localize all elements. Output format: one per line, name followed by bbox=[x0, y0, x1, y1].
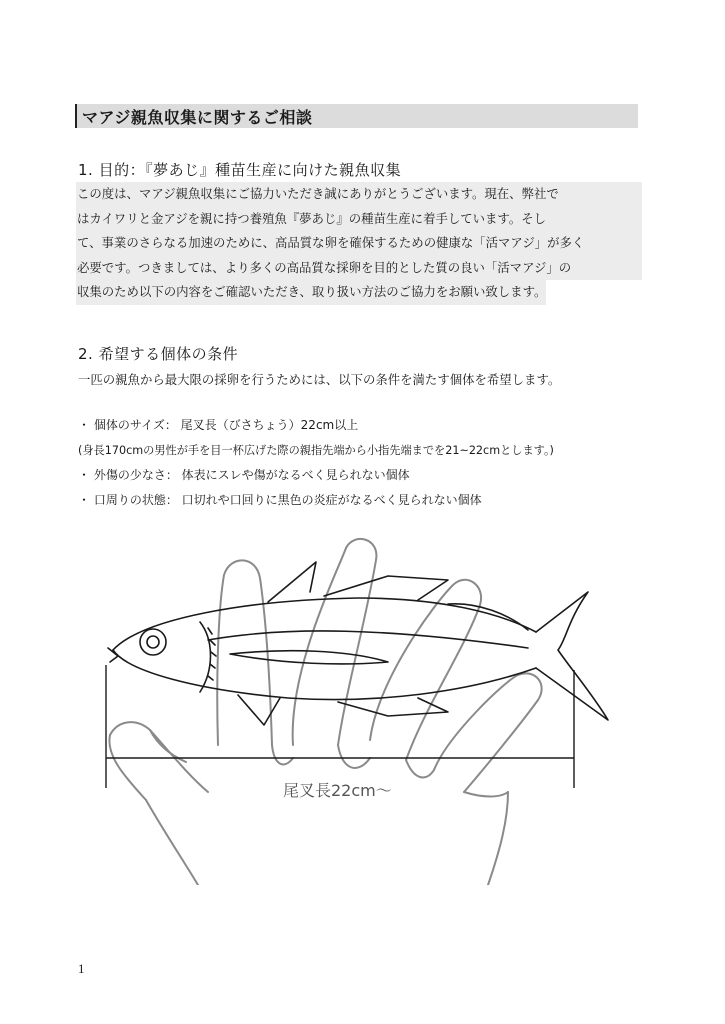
section-2-intro: 一匹の親魚から最大限の採卵を行うためには、以下の条件を満たす個体を希望します。 bbox=[78, 372, 561, 387]
page-title: マアジ親魚収集に関するご相談 bbox=[75, 104, 638, 128]
section-2-heading: 2. 希望する個体の条件 bbox=[78, 345, 239, 363]
condition-size-note: (身長170cmの男性が手を目一杯広げた際の親指先端から小指先端までを21~22cmとします。) bbox=[78, 444, 554, 457]
paragraph-line: はカイワリと金アジを親に持つ養殖魚『夢あじ』の種苗生産に着手しています。そし bbox=[76, 207, 642, 232]
condition-injury: ・ 外傷の少なさ： 体表にスレや傷がなるべく見られない個体 bbox=[78, 468, 410, 482]
fish-hand-illustration bbox=[88, 530, 636, 885]
paragraph-line: 必要です。つきましては、より多くの高品質な採卵を目的とした質の良い「活マアジ」の bbox=[76, 256, 642, 281]
paragraph-line: この度は、マアジ親魚収集にご協力いただき誠にありがとうございます。現在、弊社で bbox=[76, 182, 642, 207]
section-1-heading: 1. 目的：『夢あじ』種苗生産に向けた親魚収集 bbox=[78, 161, 402, 179]
section-1-paragraph bbox=[76, 182, 642, 305]
condition-mouth: ・ 口周りの状態： 口切れや口回りに黒色の炎症がなるべく見られない個体 bbox=[78, 493, 482, 507]
paragraph-line: 収集のため以下の内容をご確認いただき、取り扱い方法のご協力をお願い致します。 bbox=[76, 280, 546, 305]
paragraph-line: て、事業のさらなる加速のために、高品質な卵を確保するための健康な「活マアジ」が多く bbox=[76, 231, 642, 256]
page-number: 1 bbox=[78, 961, 85, 976]
condition-size: ・ 個体のサイズ： 尾叉長（びさちょう）22cm以上 bbox=[78, 418, 359, 432]
fork-length-label: 尾叉長22cm～ bbox=[283, 781, 392, 800]
